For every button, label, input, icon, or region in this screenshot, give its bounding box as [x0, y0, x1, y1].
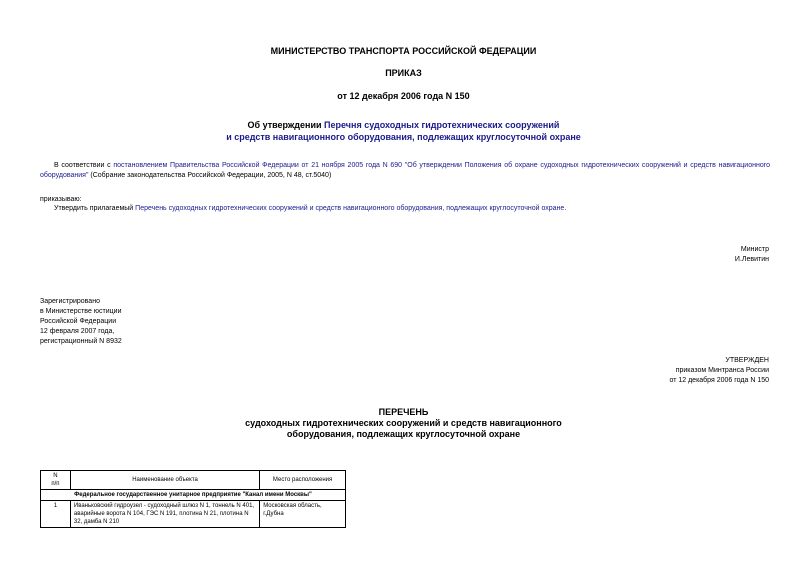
- table-row: [41, 501, 346, 528]
- signature-title: Министр: [740, 246, 769, 253]
- table-header-row: [41, 471, 346, 490]
- doc-subject-line-1: [0, 120, 807, 130]
- doc-date: от 12 декабря 2006 года N 150: [337, 91, 470, 101]
- approve-suffix: .: [564, 205, 567, 212]
- col-name-header: Наименование объекта: [70, 471, 259, 490]
- approved-block: [669, 356, 769, 386]
- doc-type: ПРИКАЗ: [385, 68, 422, 78]
- registration-line-4: 12 февраля 2007 года,: [40, 328, 115, 335]
- registration-block: [40, 297, 122, 347]
- col-num-label-2: п/п: [51, 481, 60, 487]
- list-title-line-3: оборудования, подлежащих круглосуточной охране: [286, 429, 521, 439]
- approve-paragraph: [54, 204, 566, 214]
- list-link[interactable]: Перечень судоходных гидротехнических сооружений и средств навигационного оборудования, подлежащих круглосуточной охране: [135, 205, 565, 212]
- col-num-label-1: N: [53, 473, 58, 479]
- row-place: Московская область, г.Дубна: [260, 501, 346, 528]
- approved-line-1: УТВЕРЖДЕН: [725, 357, 769, 364]
- list-title-line-1: ПЕРЕЧЕНЬ: [378, 407, 429, 417]
- preamble-prefix: В соответствии с: [54, 162, 114, 169]
- table-group-row: [41, 490, 346, 501]
- col-num-header: [41, 471, 71, 490]
- approved-line-3: от 12 декабря 2006 года N 150: [669, 377, 769, 384]
- signature-name: И.Левитин: [734, 256, 769, 263]
- objects-table: [40, 470, 346, 528]
- registration-line-1: Зарегистрировано: [40, 298, 100, 305]
- approved-line-2: приказом Минтранса России: [675, 367, 769, 374]
- ministry-title: МИНИСТЕРСТВО ТРАНСПОРТА РОССИЙСКОЙ ФЕДЕРАЦИИ: [270, 46, 537, 56]
- list-title: [0, 407, 807, 440]
- subject-prefix: Об утверждении: [247, 120, 325, 130]
- government-decree-link[interactable]: постановлением Правительства Российской Федерации от 21 ноября 2005 года N 690 "Об утверждении Положения об охране судоходных гидротехнических сооружений и средств навигационного оборудования": [40, 162, 771, 179]
- preamble-paragraph: [40, 161, 770, 181]
- preamble-suffix: (Собрание законодательства Российской Федерации, 2005, N 48, ст.5040): [88, 172, 332, 179]
- approve-prefix: Утвердить прилагаемый: [54, 205, 136, 212]
- registration-line-2: в Министерстве юстиции: [40, 308, 122, 315]
- signature-block: [735, 245, 769, 265]
- subject-link-2[interactable]: и средств навигационного оборудования, подлежащих круглосуточной охране: [226, 132, 581, 142]
- row-name: Иваньковский гидроузел - судоходный шлюз N 1, тоннель N 401, аварийные ворота N 104, ГЭС N 191, плотина N 21, плотина N 32, дамба N 210: [70, 501, 259, 528]
- list-title-line-2: судоходных гидротехнических сооружений и средств навигационного: [245, 418, 562, 428]
- order-word: приказываю:: [40, 196, 82, 203]
- registration-line-5: регистрационный N 8932: [40, 338, 122, 345]
- col-place-header: Место расположения: [260, 471, 346, 490]
- group-cell: Федеральное государственное унитарное предприятие "Канал имени Москвы": [41, 490, 346, 501]
- doc-subject-line-2: [0, 132, 807, 142]
- registration-line-3: Российской Федерации: [40, 318, 117, 325]
- row-num: 1: [41, 501, 71, 528]
- subject-link-1[interactable]: Перечня судоходных гидротехнических сооружений: [324, 120, 560, 130]
